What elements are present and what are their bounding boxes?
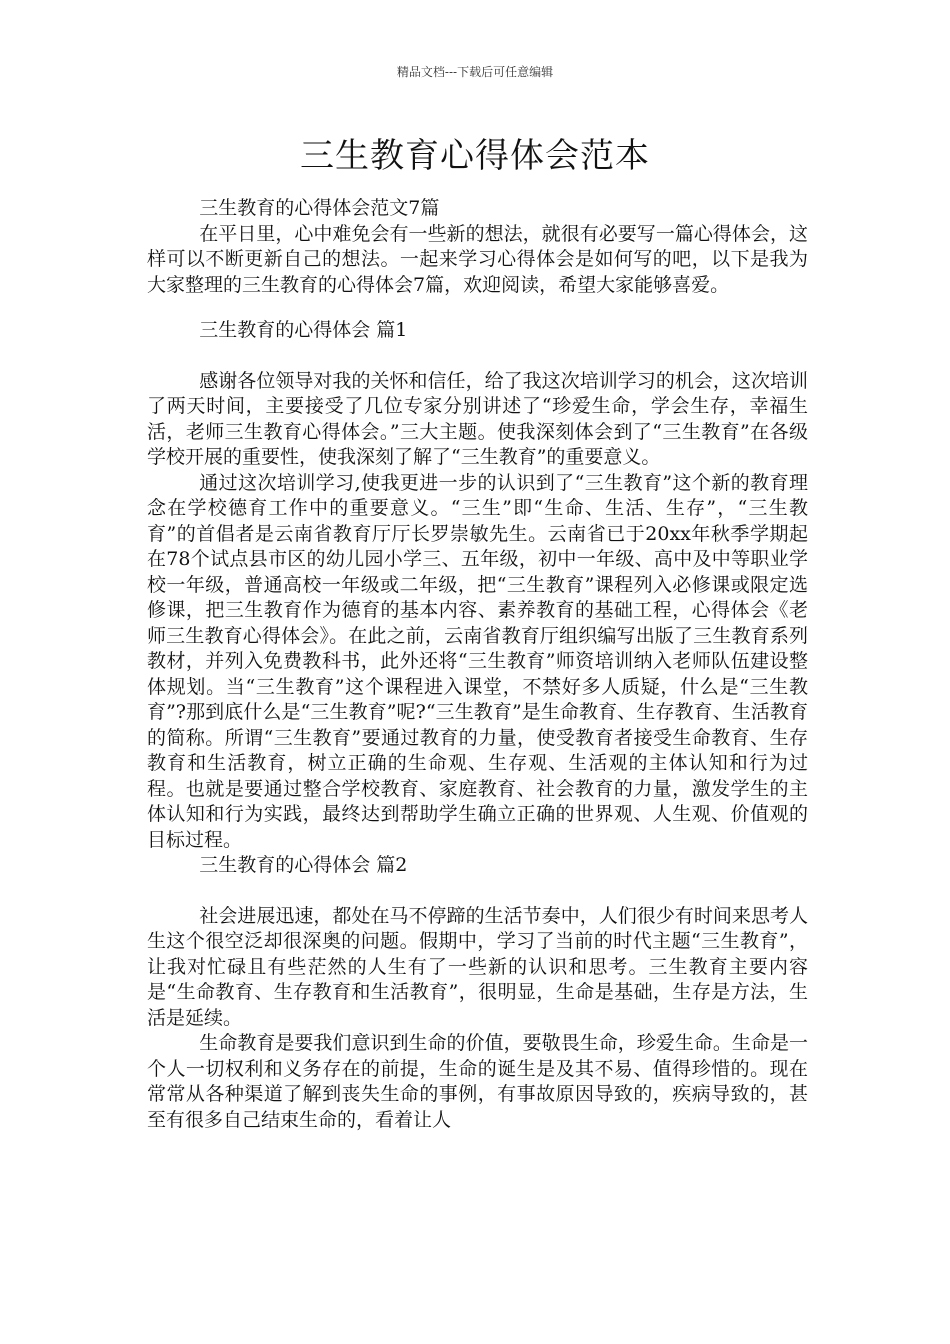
document-body xyxy=(147,196,808,1133)
section-heading-2: 三生教育的心得体会 篇2 xyxy=(199,854,408,876)
page-header: 精品文档---下载后可任意编辑 xyxy=(396,65,554,79)
section-heading-1: 三生教育的心得体会 篇1 xyxy=(199,319,408,341)
section2-paragraph-2: 生命教育是要我们意识到生命的价值，要敬畏生命，珍爱生命。生命是一个人一切权利和义务存在的前提，生命的诞生是及其不易、值得珍惜的。现在常常从各种渠道了解到丧失生命的事例，有事故原因导致的，疾病导致的，甚至有很多自己结束生命的，看着让人 xyxy=(147,1032,808,1131)
section1-paragraph-2: 通过这次培训学习,使我更进一步的认识到了“三生教育”这个新的教育理念在学校德育工作中的重要意义。“三生”即“生命、生活、生存”，“三生教育”的首倡者是云南省教育厅厅长罗崇敏先生。云南省已于20xx年秋季学期起在78个试点县市区的幼儿园小学三、五年级，初中一年级、高中及中等职业学校一年级，普通高校一年级或二年级，把“三生教育”课程列入必修课或限定选修课，把三生教育作为德育的基本内容、素养教育的基础工程，心得体会《老师三生教育心得体会》。在此之前，云南省教育厅组织编写出版了三生教育系列教材，并列入免费教科书，此外还将“三生教育”师资培训纳入老师队伍建设整体规划。当“三生教育”这个课程进入课堂，不禁好多人质疑，什么是“三生教育”?那到底什么是“三生教育”呢?“三生教育”是生命教育、生存教育、生活教育的简称。所谓“三生教育”要通过教育的力量，使受教育者接受生命教育、生存教育和生活教育，树立正确的生命观、生存观、生活观的主体认知和行为过程。也就是要通过整合学校教育、家庭教育、社会教育的力量，激发学生的主体认知和行为实践，最终达到帮助学生确立正确的世界观、人生观、价值观的目标过程。 xyxy=(147,471,808,851)
document-title: 三生教育心得体会范本 xyxy=(300,136,650,176)
intro-paragraph: 在平日里，心中难免会有一些新的想法，就很有必要写一篇心得体会，这样可以不断更新自己的想法。一起来学习心得体会是如何写的吧，以下是我为大家整理的三生教育的心得体会7篇，欢迎阅读，希望大家能够喜爱。 xyxy=(147,222,808,296)
section2-paragraph-1: 社会进展迅速，都处在马不停蹄的生活节奏中，人们很少有时间来思考人生这个很空泛却很深奥的问题。假期中，学习了当前的时代主题“三生教育”，让我对忙碌且有些茫然的人生有了一些新的认识和思考。三生教育主要内容是“生命教育、生存教育和生活教育”，很明显，生命是基础，生存是方法，生活是延续。 xyxy=(147,904,808,1029)
document-subtitle: 三生教育的心得体会范文7篇 xyxy=(199,197,440,219)
section1-paragraph-1: 感谢各位领导对我的关怀和信任，给了我这次培训学习的机会，这次培训了两天时间，主要接受了几位专家分别讲述了“珍爱生命，学会生存，幸福生活，老师三生教育心得体会。”三大主题。使我深刻体会到了“三生教育”在各级学校开展的重要性，使我深刻了解了“三生教育”的重要意义。 xyxy=(147,369,808,468)
